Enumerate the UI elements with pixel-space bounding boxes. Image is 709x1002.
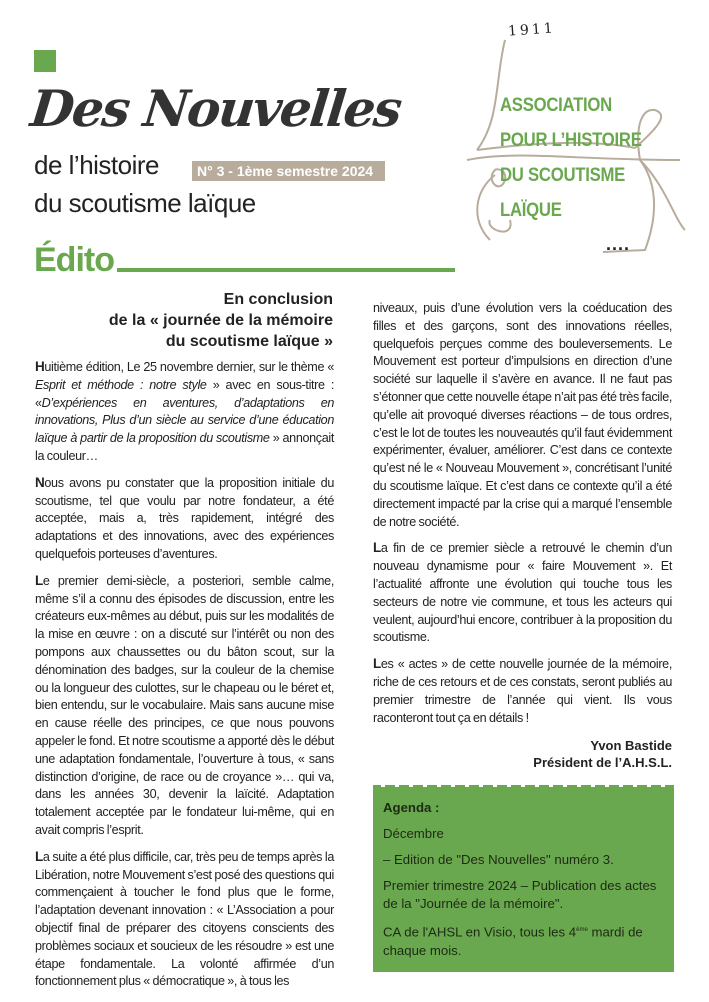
agenda-item: Premier trimestre 2024 – Publication des actes de la "Journée de la mémoire". <box>383 878 657 912</box>
agenda-title: Agenda : <box>383 800 440 816</box>
spiral-hole <box>381 781 385 787</box>
spiral-hole <box>661 781 665 787</box>
spiral-hole <box>633 781 637 787</box>
spiral-hole <box>647 781 651 787</box>
subtitle-line-2: du scoutisme laïque <box>34 188 256 218</box>
agenda-item <box>383 921 664 959</box>
headline-line: de la « journée de la mémoire <box>108 312 333 329</box>
text: ous avons pu constater que la proposition initiale du scoutisme, tel que voulu par notre fondateur, a été acceptée, mais a, très rapidement, intégré des adaptations et des innovations, avec des expériences quelquefois porteuses d’aventures. <box>35 475 334 561</box>
spiral-hole <box>507 781 511 787</box>
drop-letter: L <box>373 540 381 556</box>
spiral-hole <box>535 781 539 787</box>
association-line: LAÏQUE <box>500 200 562 221</box>
notepad-spiral-decoration <box>373 780 674 788</box>
paragraph <box>373 300 672 531</box>
spiral-hole <box>423 781 427 787</box>
green-square-decoration <box>34 50 56 72</box>
association-name <box>500 88 642 228</box>
headline-line: du scoutisme laïque » <box>165 333 333 350</box>
association-line: ASSOCIATION <box>500 95 612 116</box>
paragraph <box>35 358 334 466</box>
agenda-box <box>373 785 674 971</box>
newsletter-title: Des Nouvelles <box>27 79 404 138</box>
spiral-hole <box>451 781 455 787</box>
article-headline <box>35 289 333 352</box>
spiral-hole <box>577 781 581 787</box>
association-line: POUR L’HISTOIRE <box>500 130 642 151</box>
spiral-hole <box>591 781 595 787</box>
paragraph <box>373 655 672 727</box>
paragraph <box>373 539 672 647</box>
spiral-hole <box>493 781 497 787</box>
logo-dots: .... <box>606 234 631 254</box>
section-title: Édito <box>34 241 114 279</box>
section-rule <box>117 268 455 272</box>
agenda-item: Décembre <box>383 826 444 842</box>
text: CA de l'AHSL en Visio, tous les 4 <box>383 924 577 940</box>
paragraph <box>35 848 334 991</box>
article-column-right <box>373 300 672 735</box>
spiral-hole <box>465 781 469 787</box>
text: uitième édition, Le 25 novembre dernier, sur le thème « <box>44 360 334 374</box>
drop-letter: L <box>373 656 381 672</box>
signature <box>373 737 672 771</box>
text: a suite a été plus difficile, car, très peu de temps après la Libération, notre Mouvement s’est posé des questions qui commençaient à toucher le fond plus que le forme, l’adaptation devenant innovation : « L’Association a pour objectif final de préparer des citoyens conscients des problèmes sociaux et soucieux de les résoudre » est une étape fondamentale. La volonté affirmée d’un fonctionnement plus « démocratique », à tous les <box>35 849 334 989</box>
drop-letter: N <box>35 474 45 490</box>
paragraph <box>35 572 334 840</box>
signature-name: Yvon Bastide <box>590 738 672 754</box>
drop-letter: L <box>35 848 43 864</box>
text: » annonçait la couleur… <box>35 431 334 463</box>
text: e premier demi-siècle, a posteriori, semble calme, même s’il a connu des épisodes de discussion, entre les créateurs eux-mêmes au début, puis sur les modalités de la mise en œuvre : on a discuté sur l’intérêt ou non des pompons aux chaussettes ou du bâton scout, sur la dénomination des badges, sur la couleur de la chemise ou la longueur des culottes, sur le chapeau ou le béret et, bien entendu, sur le vocabulaire. Mais sans aucune mise en cause réelle des principes, ce que nous pouvons appeler le fond. Et notre scoutisme a apporté dès le début une adaptation fondamentale, l’ouverture à tous, « sans distinction d’origine, de race ou de croyance »… qui va, dans les années 30, devenir la laïcité. Adaptation totalement acceptée par le fondateur lui-même, qui en avait compris l’esprit. <box>35 573 334 837</box>
spiral-hole <box>479 781 483 787</box>
spiral-hole <box>549 781 553 787</box>
agenda-item: – Edition de "Des Nouvelles" numéro 3. <box>383 852 614 868</box>
logo-year: 1911 <box>507 20 557 40</box>
issue-badge: N° 3 - 1ème semestre 2024 <box>192 161 385 181</box>
ordinal-suffix: ème <box>576 927 588 934</box>
text: » avec en sous-titre : « <box>35 377 334 410</box>
drop-letter: H <box>35 359 45 374</box>
spiral-hole <box>605 781 609 787</box>
spiral-hole <box>437 781 441 787</box>
signature-title: Président de l’A.H.S.L. <box>533 755 672 771</box>
subtitle-line-1: de l’histoire <box>34 150 160 180</box>
subtitle-quote: D’expériences en aventures, d’adaptations en innovations, Plus d’un siècle au service d’une éducation laïque à partir de la proposition du scoutisme <box>35 395 334 446</box>
text: niveaux, puis d’une évolution vers la coéducation des filles et des garçons, sont des innovations réelles, quelquefois perçues comme des bouleversements. Le Mouvement est porteur d’impulsions en direction d’une société sur laquelle il s’avère en avance. Il ne faut pas s’étonner que cette nouvelle étape n’ait pas été très facile, qu’elle ait provoqué diverses réactions – de tous ordres, c’est le lot de toutes les nouveautés qu’il faut évidemment expérimenter, évaluer, améliorer. C’est dans ce contexte qu’est né le « Nouveau Mouvement », concrétisant l’unité du scoutisme laïque. Et c’est dans ce contexte qu’il a été directement impacté par la crise qui a marqué l’ensemble de notre société. <box>373 301 672 529</box>
spiral-hole <box>563 781 567 787</box>
association-line: DU SCOUTISME <box>500 165 626 186</box>
text: a fin de ce premier siècle a retrouvé le chemin d’un nouveau dynamisme pour « faire Mouvement ». Et l’actualité affronte une évolution qui touche tous les secteurs de notre vie commune, et tous les acteurs qui veulent, aujourd’hui encore, contribuer à la proposition du scoutisme. <box>373 541 672 645</box>
right-column-stack <box>373 300 673 972</box>
spiral-hole <box>521 781 525 787</box>
spiral-hole <box>409 781 413 787</box>
drop-letter: L <box>35 572 43 588</box>
spiral-hole <box>619 781 623 787</box>
text: mardi de chaque mois. <box>383 924 643 958</box>
paragraph <box>35 474 334 564</box>
text: es « actes » de cette nouvelle journée de la mémoire, riche de ces retours et de ces constats, seront publiés au premier trimestre de l’année qui vient. Ils vous raconteront tout ça en détails ! <box>373 657 672 725</box>
headline-line: En conclusion <box>223 291 333 308</box>
article-column-left <box>35 358 334 999</box>
spiral-hole <box>395 781 399 787</box>
theme-title: Esprit et méthode : notre style <box>35 377 207 392</box>
